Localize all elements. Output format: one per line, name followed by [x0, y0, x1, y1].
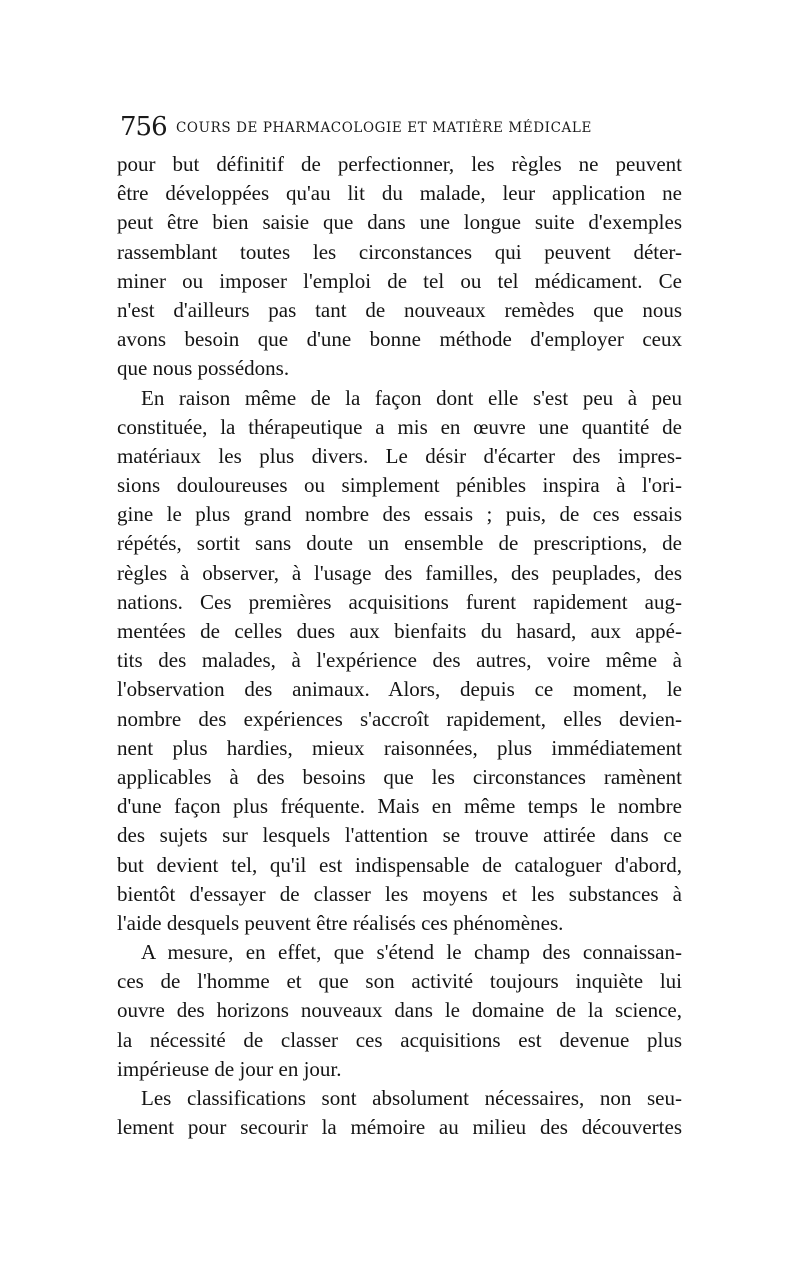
text-line: pour but définitif de perfectionner, les règles ne peuvent [117, 152, 682, 176]
text-line: répétés, sortit sans doute un ensemble de prescriptions, de [117, 531, 682, 556]
text-line: être développées qu'au lit du malade, leur application ne [117, 181, 682, 206]
text-line: l'observation des animaux. Alors, depuis ce moment, le [117, 677, 682, 702]
text-line: bientôt d'essayer de classer les moyens et les substances à [117, 881, 682, 906]
text-line: n'est d'ailleurs pas tant de nouveaux remèdes que nous [117, 297, 682, 322]
text-line: l'aide desquels peuvent être réalisés ces phénomènes. [117, 910, 564, 935]
text-line: tits des malades, à l'expérience des autres, voire même à [117, 648, 682, 673]
text-line: nations. Ces premières acquisitions furent rapidement aug- [117, 589, 682, 614]
text-line: lement pour secourir la mémoire au milieu des découvertes [117, 1115, 682, 1140]
text-line: ouvre des horizons nouveaux dans le domaine de la science, [117, 998, 682, 1023]
text-line: des sujets sur lesquels l'attention se trouve attirée dans ce [117, 823, 682, 848]
page-number: 756 [120, 112, 167, 142]
text-line: miner ou imposer l'emploi de tel ou tel médicament. Ce [117, 268, 682, 293]
text-line: Les classifications sont absolument nécessaires, non seu- [141, 1086, 682, 1110]
text-line: impérieuse de jour en jour. [117, 1056, 342, 1081]
text-line: matériaux les plus divers. Le désir d'écarter des impres- [117, 443, 682, 468]
text-line: nent plus hardies, mieux raisonnées, plus immédiatement [117, 735, 682, 760]
text-line: peut être bien saisie que dans une longue suite d'exemples [117, 210, 682, 235]
text-line: que nous possédons. [117, 356, 290, 381]
text-line: En raison même de la façon dont elle s'est peu à peu [141, 385, 682, 410]
text-line: mentées de celles dues aux bienfaits du hasard, aux appé- [117, 619, 682, 643]
text-line: avons besoin que d'une bonne méthode d'employer ceux [117, 327, 682, 352]
text-line: applicables à des besoins que les circonstances ramènent [117, 764, 682, 789]
text-line: ces de l'homme et que son activité toujours inquiète lui [117, 969, 682, 994]
running-head [120, 108, 680, 144]
body-text [117, 150, 682, 1142]
text-line: constituée, la thérapeutique a mis en œuvre une quantité de [117, 414, 682, 439]
text-line: gine le plus grand nombre des essais ; puis, de ces essais [117, 502, 682, 527]
text-line: A mesure, en effet, que s'étend le champ des connaissan- [141, 940, 682, 965]
text-line: sions douloureuses ou simplement pénibles inspira à l'ori- [117, 473, 682, 498]
running-title: COURS DE PHARMACOLOGIE ET MATIÈRE MÉDICALE [176, 120, 592, 136]
text-line: la nécessité de classer ces acquisitions est devenue plus [117, 1027, 682, 1052]
text-line: nombre des expériences s'accroît rapidement, elles devien- [117, 706, 682, 731]
text-line: règles à observer, à l'usage des familles, des peuplades, des [117, 560, 682, 585]
text-line: rassemblant toutes les circonstances qui peuvent déter- [117, 239, 682, 264]
text-line: but devient tel, qu'il est indispensable de cataloguer d'abord, [117, 852, 682, 877]
text-line: d'une façon plus fréquente. Mais en même temps le nombre [117, 794, 682, 819]
